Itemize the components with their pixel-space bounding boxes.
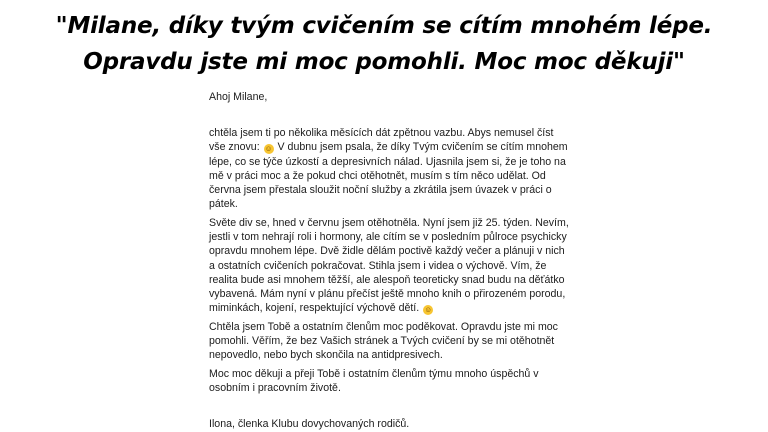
- email-paragraph-2: [209, 216, 569, 315]
- email-signature: Ilona, členka Klubu dovychovaných rodičů.: [209, 418, 410, 431]
- email-paragraph-4: Moc moc děkuji a přeji Tobě i ostatním členům týmu mnoho úspěchů v osobním i pracovním životě.: [209, 367, 539, 395]
- headline-line-1: "Milane, díky tvým cvičením se cítím mnohém lépe.: [55, 13, 713, 39]
- smiley-icon: ☺: [424, 305, 432, 315]
- email-paragraph-1: [209, 126, 569, 211]
- smiley-icon: ☺: [264, 144, 273, 154]
- paragraph-1-text-end: V dubnu jsem psala, že díky Tvým cvičením se cítím mnohem lépe, co se týče úzkostí a depresivních nálad. Ujasnila jsem si, že je toho na mě v práci moc a že pokud chci otěhotnět, musím s tím něco udělat. Od června jsem přestala sloužit noční služby a zkrátila jsem úvazek v práci o pátek.: [209, 141, 568, 211]
- email-paragraph-3: Chtěla jsem Tobě a ostatním členům moc poděkovat. Opravdu jste mi moc pomohli. Věřím, že bez Vašich stránek a Tvých cvičení by se mi otěhotnět nepovedlo, nebo bych skončila na antidpresivech.: [209, 320, 558, 362]
- email-body: [209, 90, 569, 432]
- paragraph-2-text: Světe div se, hned v červnu jsem otěhotněla. Nyní jsem již 25. týden. Nevím, jestli v tom nehrají roli i hormony, ale cítím se v posledním půlroce psychicky opravdu mnohem lépe. Dvě židle dělám poctivě každý večer a plánuji v nich a ostatních cvičeních pokračovat. Stihla jsem i videa o výchově. Vím, že realita bude asi mnohem těžší, ale alespoň teoreticky snad budu na děťátko vybavená. Mám nyní v plánu přečíst ještě mnoho knih o přirozeném porodu, miminkách, kojení, respektující výchově dětí.: [209, 216, 569, 315]
- headline-line-2: Opravdu jste mi moc pomohli. Moc moc děkuji": [83, 49, 685, 75]
- paragraph-1-text-start: chtěla jsem ti po několika měsících dát zpětnou vazbu. Abys nemusel číst vše znovu:: [209, 127, 554, 154]
- headline-quote: [0, 8, 768, 80]
- email-greeting: Ahoj Milane,: [209, 91, 268, 103]
